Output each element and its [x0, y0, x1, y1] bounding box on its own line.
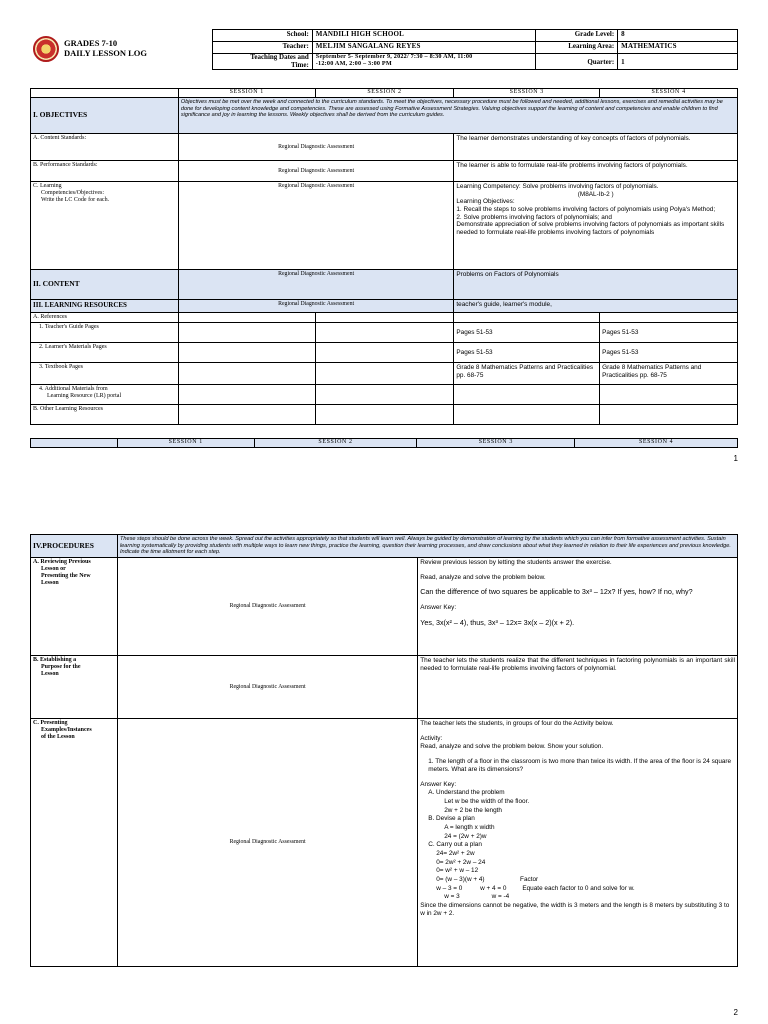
- page-number-2: 2: [733, 1008, 738, 1017]
- session-3-header: SESSION 3: [454, 89, 600, 98]
- competencies-value: Learning Competency: Solve problems involving factors of polynomials. (M8AL-Ib-2 ) Learning Objectives: 1. Recall the steps to solve problems involving factors of polynomials using Polya's Method; 2. Solve problems involving factors of polynomials; and Demonstrate appreciation of solve problems involving factors of polynomials as important skills needed to formulate real-life problems involving factors of polynomials: [454, 182, 738, 270]
- establishing-purpose-rda: Regional Diagnostic Assessment: [117, 656, 417, 719]
- session-header-row: [31, 89, 738, 98]
- session-2-header: SESSION 2: [315, 89, 454, 98]
- reviewing-lesson-rda: Regional Diagnostic Assessment: [117, 558, 417, 656]
- presenting-examples-label: C. Presenting Examples/Instances of the Lesson: [31, 719, 118, 967]
- page-number-1: 1: [733, 454, 738, 463]
- learners-materials-session-4: Pages 51-53: [600, 342, 738, 362]
- page-gap: [0, 467, 768, 520]
- session-3-header-repeat: SESSION 3: [417, 439, 575, 448]
- session-4-header-repeat: SESSION 4: [575, 439, 738, 448]
- session-1-header: SESSION 1: [178, 89, 315, 98]
- page-2: [0, 520, 768, 1024]
- competencies-rda: Regional Diagnostic Assessment: [178, 182, 454, 270]
- teachers-guide-session-4: Pages 51-53: [600, 322, 738, 342]
- presenting-examples-value: The teacher lets the students, in groups of four do the Activity below. Activity: Read, analyze and solve the problem below. Show your solution. 1. The length of a floor in the classroom is two more than twice its width. If the area of the floor is 24 square meters. What are its dimensions? Answer Key: A. Understand the problem Let w be the width of the floor. 2w + 2 be the length B. Devise a plan A = length x width 24 = (2w + 2)w C. Carry out a plan 24= 2w² + 2w 0= 2w² + 2w – 24 0= w² + w – 12 0= (w – 3)(w + 4) Factor w – 3 = 0 w + 4 = 0 Equate each factor to 0 and solve for w. w = 3 w = -4 Since the dimensions cannot be negative, the width is 3 meters and the length is 8 meters by substituting 3 to w in 2w + 2.: [418, 719, 738, 967]
- header-table: [212, 29, 738, 70]
- session-1-header-repeat: SESSION 1: [117, 439, 254, 448]
- objectives-note: Objectives must be met over the week and connected to the curriculum standards. To meet the objectives, necessary procedure must be followed and needed, additional lessons, exercises and remedial activities may be done for developing content knowledge and competencies. These are assessed using Formative Assessment Strategies. Valuing objectives support the learning of content and competencies and enable children to find significance and joy in learning the lessons. Weekly objectives shall be derived from the curriculum guides.: [178, 98, 737, 134]
- session-2-header-repeat: SESSION 2: [254, 439, 417, 448]
- procedures-note: These steps should be done across the week. Spread out the activities appropriately so that students will learn well. Always be guided by demonstration of learning by the students which you can infer from formative assessment activities. Sustain learning systematically by providing students with multiple ways to learn new things, practice the learning, question their learning processes, and draw conclusions about what they learned in relation to their life experiences and previous knowledge. Indicate the time allotment for each step.: [117, 535, 737, 558]
- content-label: II. CONTENT: [31, 270, 179, 300]
- objectives-label: I. OBJECTIVES: [31, 98, 179, 134]
- procedures-label: IV.PROCEDURES: [31, 535, 118, 558]
- teachers-guide-session-3: Pages 51-53: [454, 322, 600, 342]
- content-standards-label: A. Content Standards:: [31, 134, 179, 161]
- log-title: DAILY LESSON LOG: [64, 48, 147, 59]
- learning-resources-rda: Regional Diagnostic Assessment: [178, 300, 454, 313]
- teacher-label: Teacher:: [213, 42, 313, 54]
- textbook-pages-session-3: Grade 8 Mathematics Patterns and Practicalities pp. 68-75: [454, 362, 600, 384]
- content-value: Problems on Factors of Polynomials: [454, 270, 738, 300]
- content-standards-value: The learner demonstrates understanding of key concepts of factors of polynomials.: [454, 134, 738, 161]
- establishing-purpose-value: The teacher lets the students realize that the different techniques in factoring polynomials is an important skill needed to formulate real-life problems involving factors of polynomial.: [418, 656, 738, 719]
- learners-materials-session-3: Pages 51-53: [454, 342, 600, 362]
- learning-resources-value: teacher's guide, learner's module,: [454, 300, 738, 313]
- performance-standards-rda: Regional Diagnostic Assessment: [178, 161, 454, 182]
- competencies-label: C. Learning Competencies/Objectives: Write the LC Code for each.: [31, 182, 179, 270]
- references-label: A. References: [31, 313, 179, 323]
- school-label: School:: [213, 30, 313, 42]
- teaching-dates-label: Teaching Dates and Time:: [213, 54, 313, 70]
- content-standards-rda: Regional Diagnostic Assessment: [178, 134, 454, 161]
- session-header-repeat: [30, 438, 738, 448]
- learning-area-label: Learning Area:: [536, 42, 618, 54]
- school-value: MANDILI HIGH SCHOOL: [312, 30, 536, 42]
- learners-materials-label: 2. Learner's Materials Pages: [31, 342, 179, 362]
- teachers-guide-label: 1. Teacher's Guide Pages: [31, 322, 179, 342]
- learning-resources-label: III. LEARNING RESOURCES: [31, 300, 179, 313]
- learning-area-value: MATHEMATICS: [618, 42, 738, 54]
- performance-standards-label: B. Performance Standards:: [31, 161, 179, 182]
- reviewing-lesson-value: Review previous lesson by letting the students answer the exercise. Read, analyze and solve the problem below. Can the difference of two squares be applicable to 3x³ – 12x? If yes, how? If no, why? Answer Key: Yes, 3x(x² – 4), thus, 3x³ – 12x= 3x(x – 2)(x + 2).: [418, 558, 738, 656]
- grades-label: GRADES 7-10: [64, 38, 118, 48]
- page-1: [0, 0, 768, 467]
- grade-level-label: Grade Level:: [536, 30, 618, 42]
- textbook-pages-label: 3. Textbook Pages: [31, 362, 179, 384]
- other-resources-label: B. Other Learning Resources: [31, 404, 179, 424]
- document-title: [64, 38, 147, 58]
- procedures-table: [30, 534, 738, 967]
- content-rda: Regional Diagnostic Assessment: [178, 270, 454, 300]
- teaching-dates-value: September 5- September 9, 2022/ 7:30 – 8:30 AM, 11:00 -12:00 AM, 2:00 – 3:00 PM: [312, 54, 536, 70]
- establishing-purpose-label: B. Establishing a Purpose for the Lesson: [31, 656, 118, 719]
- additional-materials-label: 4. Additional Materials from Learning Resource (LR) portal: [31, 384, 179, 404]
- teacher-value: MELJIM SANGALANG REYES: [312, 42, 536, 54]
- grade-level-value: 8: [618, 30, 738, 42]
- performance-standards-value: The learner is able to formulate real-life problems involving factors of polynomials.: [454, 161, 738, 182]
- reviewing-lesson-label: A. Reviewing Previous Lesson or Presenting the New Lesson: [31, 558, 118, 656]
- school-seal-icon: [33, 36, 59, 62]
- session-4-header: SESSION 4: [600, 89, 738, 98]
- lesson-table-1: [30, 88, 738, 425]
- presenting-examples-rda: Regional Diagnostic Assessment: [117, 719, 417, 967]
- quarter-value: 1: [618, 54, 738, 70]
- textbook-pages-session-4: Grade 8 Mathematics Patterns and Practicalities pp. 68-75: [600, 362, 738, 384]
- quarter-label: Quarter:: [536, 54, 618, 70]
